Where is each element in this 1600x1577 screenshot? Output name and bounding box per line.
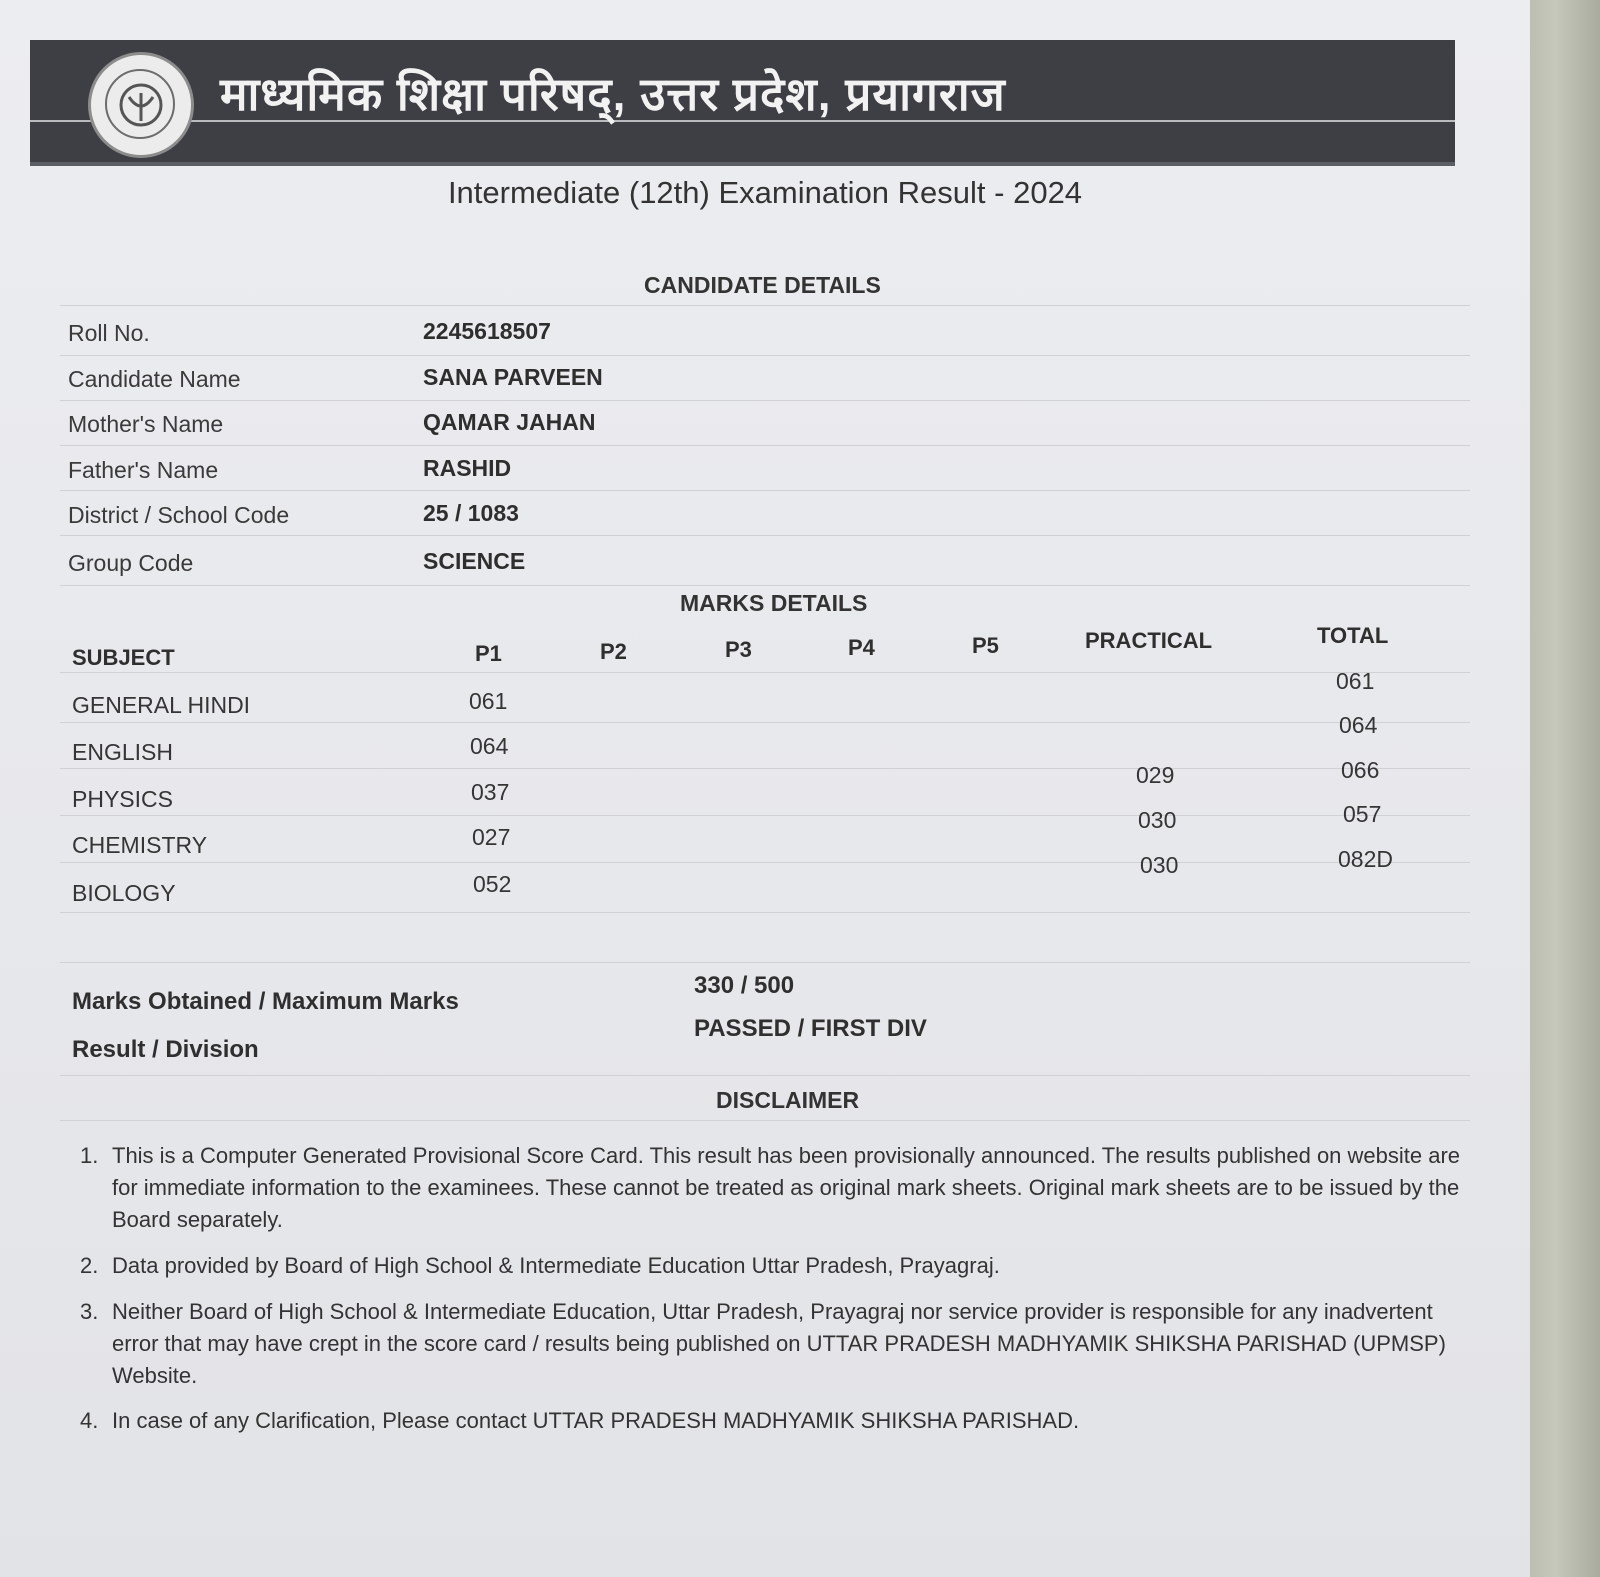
marks-details-heading: MARKS DETAILS bbox=[680, 590, 868, 616]
candidate-name-label: Candidate Name bbox=[68, 366, 241, 392]
board-seal-icon bbox=[88, 52, 194, 158]
col-p2: P2 bbox=[600, 639, 627, 664]
table-row-subject: PHYSICS bbox=[72, 786, 173, 812]
father-name-value: RASHID bbox=[423, 455, 512, 481]
col-p3: P3 bbox=[725, 637, 752, 662]
marks-obtained-label: Marks Obtained / Maximum Marks bbox=[72, 988, 459, 1015]
roll-no-label: Roll No. bbox=[68, 320, 150, 346]
group-code-label: Group Code bbox=[68, 550, 194, 576]
district-school-code-value: 25 / 1083 bbox=[423, 500, 519, 526]
mother-name-value: QAMAR JAHAN bbox=[423, 409, 596, 435]
table-row-practical: 029 bbox=[1136, 762, 1175, 788]
disclaimer-heading: DISCLAIMER bbox=[716, 1087, 860, 1113]
background-surface bbox=[1525, 0, 1600, 1577]
col-subject: SUBJECT bbox=[72, 645, 175, 670]
table-row-p1: 037 bbox=[471, 779, 510, 805]
disclaimer-item: 4. In case of any Clarification, Please contact UTTAR PRADESH MADHYAMIK SHIKSHA PARISHAD. bbox=[80, 1408, 1080, 1433]
table-row-total: 061 bbox=[1336, 668, 1375, 694]
table-row-subject: BIOLOGY bbox=[72, 880, 176, 906]
col-total: TOTAL bbox=[1317, 623, 1389, 648]
candidate-name-value: SANA PARVEEN bbox=[423, 364, 603, 390]
mother-name-label: Mother's Name bbox=[68, 411, 224, 437]
roll-no-value: 2245618507 bbox=[423, 318, 551, 344]
disclaimer-item: 1. This is a Computer Generated Provisional Score Card. This result has been provisionally announced. The results published on website are for immediate information to the examinees. These cannot be treated as original mark sheets. Original mark sheets are to be issued by the Board separately. bbox=[80, 1143, 1461, 1232]
table-row-p1: 027 bbox=[472, 824, 511, 850]
disclaimer-item: 3. Neither Board of High School & Intermediate Education, Uttar Pradesh, Prayagraj nor service provider is responsible for any inadvertent error that may have crept in the score card / results being published on UTTAR PRADESH MADHYAMIK SHIKSHA PARISHAD (UPMSP) Website. bbox=[80, 1299, 1446, 1388]
table-row-practical: 030 bbox=[1138, 807, 1177, 833]
candidate-details-heading: CANDIDATE DETAILS bbox=[644, 272, 881, 298]
table-row-subject: ENGLISH bbox=[72, 739, 173, 765]
table-row-total: 057 bbox=[1343, 801, 1382, 827]
col-p5: P5 bbox=[972, 633, 999, 658]
result-division-label: Result / Division bbox=[72, 1036, 259, 1063]
table-row-practical: 030 bbox=[1140, 852, 1179, 878]
group-code-value: SCIENCE bbox=[423, 548, 526, 574]
district-school-code-label: District / School Code bbox=[68, 502, 290, 528]
marks-obtained-value: 330 / 500 bbox=[694, 972, 795, 999]
board-name: माध्यमिक शिक्षा परिषद्, उत्तर प्रदेश, प्रयागराज bbox=[220, 68, 1006, 120]
col-practical: PRACTICAL bbox=[1085, 628, 1213, 653]
father-name-label: Father's Name bbox=[68, 457, 219, 483]
col-p1: P1 bbox=[475, 641, 502, 666]
table-row-p1: 064 bbox=[470, 733, 509, 759]
table-row-subject: GENERAL HINDI bbox=[72, 692, 251, 718]
table-row-subject: CHEMISTRY bbox=[72, 832, 208, 858]
header-banner bbox=[30, 40, 1455, 166]
table-row-p1: 052 bbox=[473, 871, 512, 897]
result-division-value: PASSED / FIRST DIV bbox=[694, 1015, 927, 1042]
exam-title: Intermediate (12th) Examination Result - 2024 bbox=[447, 175, 1083, 210]
table-row-total: 064 bbox=[1339, 712, 1378, 738]
table-row-p1: 061 bbox=[469, 688, 508, 714]
table-row-total: 082D bbox=[1338, 846, 1393, 872]
table-row-total: 066 bbox=[1341, 757, 1380, 783]
col-p4: P4 bbox=[848, 635, 875, 660]
disclaimer-item: 2. Data provided by Board of High School & Intermediate Education Uttar Pradesh, Prayagraj. bbox=[80, 1253, 1000, 1278]
